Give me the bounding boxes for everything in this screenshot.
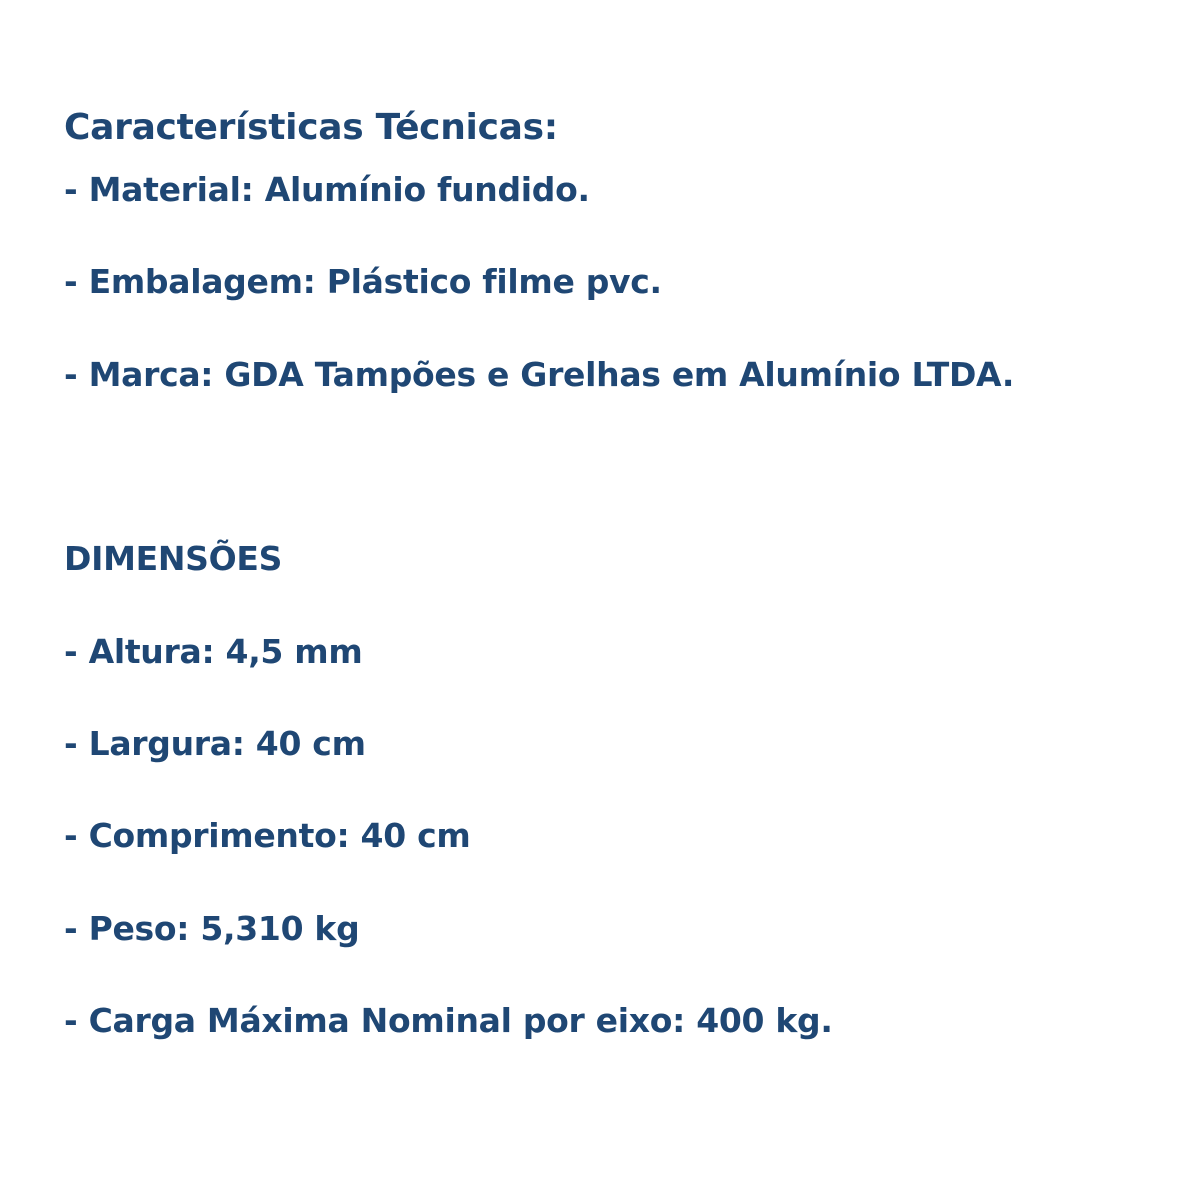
- spec-material: - Material: Alumínio fundido.: [64, 170, 590, 209]
- characteristics-heading: Características Técnicas:: [64, 107, 558, 148]
- dimensions-heading: DIMENSÕES: [64, 539, 283, 578]
- dimension-length: - Comprimento: 40 cm: [64, 816, 471, 855]
- spec-packaging: - Embalagem: Plástico filme pvc.: [64, 262, 662, 301]
- dimension-width: - Largura: 40 cm: [64, 724, 366, 763]
- dimension-weight: - Peso: 5,310 kg: [64, 909, 360, 948]
- dimension-height: - Altura: 4,5 mm: [64, 632, 363, 671]
- spec-brand: - Marca: GDA Tampões e Grelhas em Alumínio LTDA.: [64, 355, 1015, 394]
- dimension-max-load: - Carga Máxima Nominal por eixo: 400 kg.: [64, 1001, 833, 1040]
